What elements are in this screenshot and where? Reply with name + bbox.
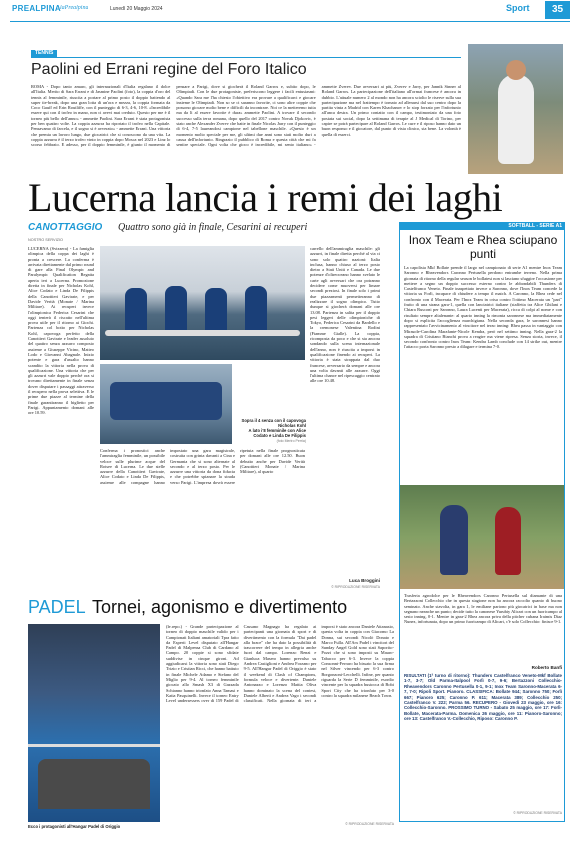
player-figure xyxy=(498,74,534,164)
canottaggio-copyright: © RIPRODUZIONE RISERVATA xyxy=(331,585,380,589)
canottaggio-signature: Luca Broggini xyxy=(349,578,380,583)
logo: PREALPINA xyxy=(12,4,61,13)
rower-4 xyxy=(245,286,267,330)
canottaggio-col3: carrello dell'ammiraglia maschile: gli azzurri, in finale diretta perché al via ci sono solo quattro nazioni: Italia inclusa, hanno chiuso al terzo posto dietro a Stati Uniti e Canada. Le due potenze d'oltreoceano hanno svelato le carte agli avversari che ora potranno decidere come muoversi per limare secondi preziosi. In finale solo i primi due piazzamenti permetteranno di realizzare il sogno olimpico. Tutto dunque si giocherà domani alle ore 13.08. Partenza in salita per il doppio pesi leggeri delle olimpioniche di Tokyo, Federica Cesarini da Bardello e la cremonese Valentina Rodini (Fiamme Gialle). La coppia, ricomposta da poco e che si sta ancora sondando sulla scena internazionale dell'anno, non è riuscita a imporsi in qualificazione finendo ai recuperi. La vittoria è stata strappata dal duo francese, avversario da sempre e ancora una volta davanti alle azzurre. Oggi l'ultima chance nel ripescaggio centrato alle ore 10.48. xyxy=(310,246,380,384)
canottaggio-byline: NOSTRO SERVIZIO xyxy=(28,238,63,242)
rowing-photo-eight xyxy=(100,364,232,444)
padel-article xyxy=(28,596,396,830)
player-right xyxy=(495,507,521,575)
softball-results: RISULTATI (1ª turno di ritorno): Thunders Castelfranco Veneto-Mkf Bollate 1-7, 3-7; Old Parma-Italpool Forlì 0-7, 9-6; Bertazzoni Collecchio-Rheavendors Caronno Pertusella 0-1, 9-1; Inox Team Saronno-Macerata 6-7, 7-0; Ripoli Sport. Pianoro. CLASSIFICA: Bollate 944; Saronno 750; Forlì 667; Pianoro 625; Caronno P. 611; Macerata 389; Collecchio 250; Castelfranco V. 222; Parma 56. RECUPERO - Giovedì 23 maggio, ore 16: Collecchio-Saronno. PROSSIMO TURNO - Sabato 25 maggio, ore 17: Forlì-Bollate, Macerata-Parma. Domenica 26 maggio, ore 11: Pianoro-Saronno; ore 13: Castelfranco V.-Collecchio, Riposo: Caronno P. xyxy=(404,673,562,722)
softball-signature: Roberto Banfi xyxy=(531,665,562,670)
canottaggio-article xyxy=(28,222,393,592)
tennis-body: ROMA - Dopo tanto amaro, gli internazionali d'Italia regalano il dolce all'Italia. Merito di Sara Errani e di Jasmine Paolini (foto), la coppia d'oro del tennis al femminile, riuscita a portare al primo posto il doppio battendo al super tie-break, dopo una gran lotta di un'ora e mezza, la coppia formata da Coco Gauff ed Erin Routliffe, con il punteggio di 6-3, 4-6, 10-8. «Incredibile essere qui con il trofeo in mano, non ci avevi mai creduto. Questo per me è il torneo più bello dell'anno» - ammette Paolini. Sara Errani è stata protagonista per ben quattro volte. La coppia azzurra ha riportato il trofeo nella Capitale. Pensavamo di farcela, e il sogno si è avverato» - ammette Errani. Una vittoria che premia un lavoro lungo, due giocatrici che si conoscono da una vita. La coppia azzurra è il terzo trofeo vinto in coppia dopo Mosca nel 2023 e Linz lo scorso febbraio. E adesso, per il doppio femminile, è giunto il momento di pensare a Parigi, dove si giocherà il Roland Garros e, subito dopo, le Olimpiadi. Con le due protagoniste, preferiscono leggere i facili entusiasmi: «Quando Sara me l'ha chiesto l'obiettivo era provare a qualificarci e giocare insieme le Olimpiadi. Non so se ci saranno favorite, ci sono altre coppie che possono giocare molto bene e difficili da incontrare. Noi ce la metteremo tutta ma da lì al essere favorite è dura» ammette Paolini. A trovare il secondo successo sulla terra romana, dopo quello del 2017 contro Novak Djokovic, è stato anche Alexander Zverev che batte in finale Nicolas Jarry con il punteggio di 6-4, 7-5 laureandosi campione nel tabellone maschile. «Questo è un momento molto speciale per me, gli ultimi due anni sono stati molto duri a causa dell'infortunio. Ringrazio il pubblico di Roma e questa città che mi fa sentire speciale. Ogni volta che gioco è incredibile, mi sento italiano» - ammette Zverev. Due avversari ai più, Zverev e Jarry, per Jannik Sinner al Roland Garros. La partecipazione dell'italiano all'ormai francese è ancora in dubbio. L'attuale numero 2 al mondo non ha ancora sciolto le riserve sulla sua partecipazione ma nel frattempo è tornato ad allenarsi dal suo centro dopo la partita vinta a Madrid con Karen Khachanov e lo stop forzato per l'infortunio all'anca destra. Un primo contatto con il campo, testimoniato da una foto postata sui social, dopo la settimana di terapie al J Medical di Torino, per capire se potrà partecipare al Roland Garros. Le cure e il riposo hanno dato un buon responso e il giocatore, dal punto di vista clinico, sta bene. La volontà è quella di esserci. xyxy=(31,84,461,148)
rowing-photo-caption xyxy=(236,418,306,444)
masthead xyxy=(10,0,570,22)
canottaggio-col2: Conferma i pronostici anche l'ammiraglia femminile, un possibile veloce sulle plurime acque del Rotsee di Lucerna. Le due stelle azzurre della Canottieri Gavirate, Alice Codato e Linda De Filippis, assieme alle compagne hanno impostato una gara magistrale, costruita con grinta davanti a Cina e Germania che si sono alternate al secondo e al terzo posto. Per le azzurre una vittoria da dona fiducia e che potrebbe spianare la strada verso Parigi. L'impresa dovrà essere ripetuta nella finale prognosticata per domani alle ore 12.50. Buon debutto anche per Davide Verità (Canottieri Monate / Marina Militare), al quarto xyxy=(100,448,305,485)
rower-1 xyxy=(125,288,147,330)
tennis-article xyxy=(28,22,563,174)
softball-photo xyxy=(400,485,565,589)
canottaggio-headline: Lucerna lancia i remi dei laghi xyxy=(28,176,503,220)
softball-tag: SOFTBALL - SERIE A1 xyxy=(400,223,565,230)
padel-copyright: © RIPRODUZIONE RISERVATA xyxy=(345,822,394,826)
canottaggio-col1: LUCERNA (Svizzera) - La famiglia olimpica della coppa dei laghi è pronta a crescere. La conferma è arrivata direttamente dal primo round di gare alla Final Olympic and Paralympic Qualification Regatta aperta ieri a Lucerna. Promozione diretta in finale per Nicholas Kohl, Alice Codato e Linda De Filippis della Canottieri Gavirate, e per Davide Verità (Monate / Marina Militare). Ai recuperi invece l'olimpionica Federica Cesarini che oggi tenterà il riscatto nell'ultima prova utile per il ritorno ai Giochi. Partenza col botto per Nicholas Kohl, capovoga perfetto della Canottieri Gavirate e leader assoluto del quattro senza azzurro composto assieme a Giuseppe Vicino, Matteo Lodo e Giovanni Abagnale. Inizio potente e gara d'assalto hanno scandito la vittoria nella prova di qualificazione. Una vittoria che per gli azzurri vale doppio perché ora si trovano direttamente in finale senza dover disputare i passaggi attraverso il recupero nella prova selettiva. E le prime due piazze al termine della finale garantiranno il biglietto per Parigi. Appuntamento domani alle ore 10.59. xyxy=(28,246,94,416)
rowing-photo-four xyxy=(100,246,305,360)
padel-headline: Tornei, agonismo e divertimento xyxy=(92,597,348,617)
rower-2 xyxy=(165,286,187,330)
caption-bold: Sopra il 4 senza con il capovoga Nicholas Kohl xyxy=(241,418,306,428)
canottaggio-subtitle: Quattro sono già in finale, Cesarini ai recuperi xyxy=(118,222,308,233)
rower-3 xyxy=(205,288,227,330)
photo-credit: (foto Meriro Perria) xyxy=(276,439,306,443)
padel-body: (le.repo.) - Grande partecipazione al torneo di doppio maschile valido per i Campionati Italiani amatoriali Tpra fatto da Esperti Level disputato all'Hangar Padel di Malpensa Club di Cardano al Campo. 20 coppie si sono sfidate suddivise in cinque gironi. Ad aggiudicarsi la vittoria sono stati Diego Trizio e Cristian Ricci, che hanno battuto in finale Michele Adamo e Stefano del Miglio per 9-4. Al torneo femminile giocato allo Smash X3 di Gazzada Schianno hanno trionfato Anna Tamasi e Katia Pasquinelli. Invece il torneo Entry Level undersessers over di 159 Padel di Cassano Magnago ha regalato ai partecipanti una giornata di sport e di divertimento con la formula "Dai padel alla brace" che ha dato la possibilità di trascorrere del tempo in allegria anche fuori dal campo. Lorenzo Renzi e Gianluca Masero hanno prevalso su Andrea Castiglioni e Andrea Forzano per 9-5. All'Hangar Padel di Origgio è stato il weekend di Clash of Champions, formula veloce e divertente. Daniele Antonazzo e Lorenzo Mattia Oliva hanno dominato la scena del contest, Daniele Alberti e Andrea Vago i secondi classificati. Nella giornata di ieri a imporsi è stato ancora Daniele Attanasio, questa volta in coppia con Giacomo La Donna, sui secondi Nicolò Donato e Marco Fulla. All'Arx Padel i vincitori del Sunday Angel Gold sono stati Saporito-Pozzi che si sono imposti su Mauro-Tabacco per 6-3. Invece la coppia Consonni-Ferraro ha bissato la sua firma nel Silver vincendo per 6-3 contro Borgonzoni-Lecchelli. Infine, per quanto riguarda la Serie D femminile, esordio vincente per la squadra bustocca di Bobi Sport City che ha trionfato per 3-0 contro la squadra milanese Beach Town. xyxy=(166,624,394,704)
tennis-headline: Paolini ed Errani regine del Foro Italico xyxy=(31,61,307,78)
caption-rest: A lato i'8 femminile con Alice Codato e Linda De Filippis xyxy=(248,428,306,438)
section-name: Sport xyxy=(506,3,530,13)
players-group xyxy=(38,759,150,809)
tennis-photo xyxy=(468,44,563,174)
softball-body: La capolista Mkf Bollate prende il largo nel campionato di serie A1 mentre Inox Team Saronno e Rheavendors Caronno Pertusella perdono entrambe terreno. Nella prima giornata di ritorno della regular season le bollatesi non si lasciano sfuggire l'occasione per mettere a segno un doppio successo esterno contro le abbondabili Thunders di Castelfranco Veneto. Finale inaspettato invece a Saronno, dove l'Inox Team concede la vittoria su Forlì, incapace di chiudere a tempo il match. A Caronno, la Rhea cede nel confronto con il Macerata. Per l'Inox Team in crisa contro l'ottimo Macerata un "pari" frutto di una strana gara-1, quella con lanciatrici italiane (staffetta tra Alice Ghilani e Chiara Rusconi per Saronno, Laura Lucenti per Macerata), ricca di colpi al nome e con risultato sempre altalenante: al quarto inning la rimonta saronnese ma immediatamente dopo si esplicita l'accoglienza marchigiana. Nella seconda gara, le saronnesi hanno rappresentato l'avvicinamento al vincitore nel terzo inning: Rhea passa in vantaggio con Mirasole-Carolina Marafante-Nicole Kendra, però nel settimo inning. Nella gara-2 la squadra di Cristiano Bianchi prova a reagire ma viene ripresa. Senza storia, invece, il secondo confronto contro Inox Team: Kendra Lamb conclude con 14 strike out, mentre l'attacco porta Saronno presto a dilagare e termina 7-0. xyxy=(404,265,562,350)
softball-copyright: © RIPRODUZIONE RISERVATA xyxy=(513,811,562,815)
player-left xyxy=(440,505,468,575)
crew-group xyxy=(110,382,222,420)
page-number: 35 xyxy=(545,1,570,19)
issue-date: Lunedì 20 Maggio 2024 xyxy=(110,6,163,12)
softball-article xyxy=(399,222,565,822)
tennis-tag-rule xyxy=(31,57,461,58)
padel-photo xyxy=(28,624,160,822)
court-net xyxy=(28,744,160,747)
player-head xyxy=(506,60,526,80)
boat-hull xyxy=(105,330,300,336)
softball-headline: Inox Team e Rhea sciupano punti xyxy=(408,233,558,261)
logo-sub: laPrealpina xyxy=(60,5,89,11)
softball-body2: Trasferta agrodolce per le Rheavendors Caronno Pertusella sul diamante di una Bertazzoni Collecchio che in questa stagione non ha ancora raccolto quanto di buono seminato. Anche stavolta, in gara 1, le emiliane partono più giocatrici in base ma non segnano neanche un punto; decide tutto la canonese Yurubiy Alicart con un fuoricampo al sesto inning, 0-1. Mentre in gara-2 Rhea ancora priva della pitcher cubana Iraimis Diaz Nunez, infortunata, dopo un primo fuoricampo di Alicart, c'è solo Collecchio: finisce 9-1. xyxy=(404,593,562,625)
padel-caption: Ecco i protagonisti all'Hangar Padel di Origgio xyxy=(28,824,121,829)
canottaggio-tag: CANOTTAGGIO xyxy=(28,222,103,233)
tennis-tag: TENNIS xyxy=(31,50,57,57)
padel-tag: PADEL xyxy=(28,597,86,617)
